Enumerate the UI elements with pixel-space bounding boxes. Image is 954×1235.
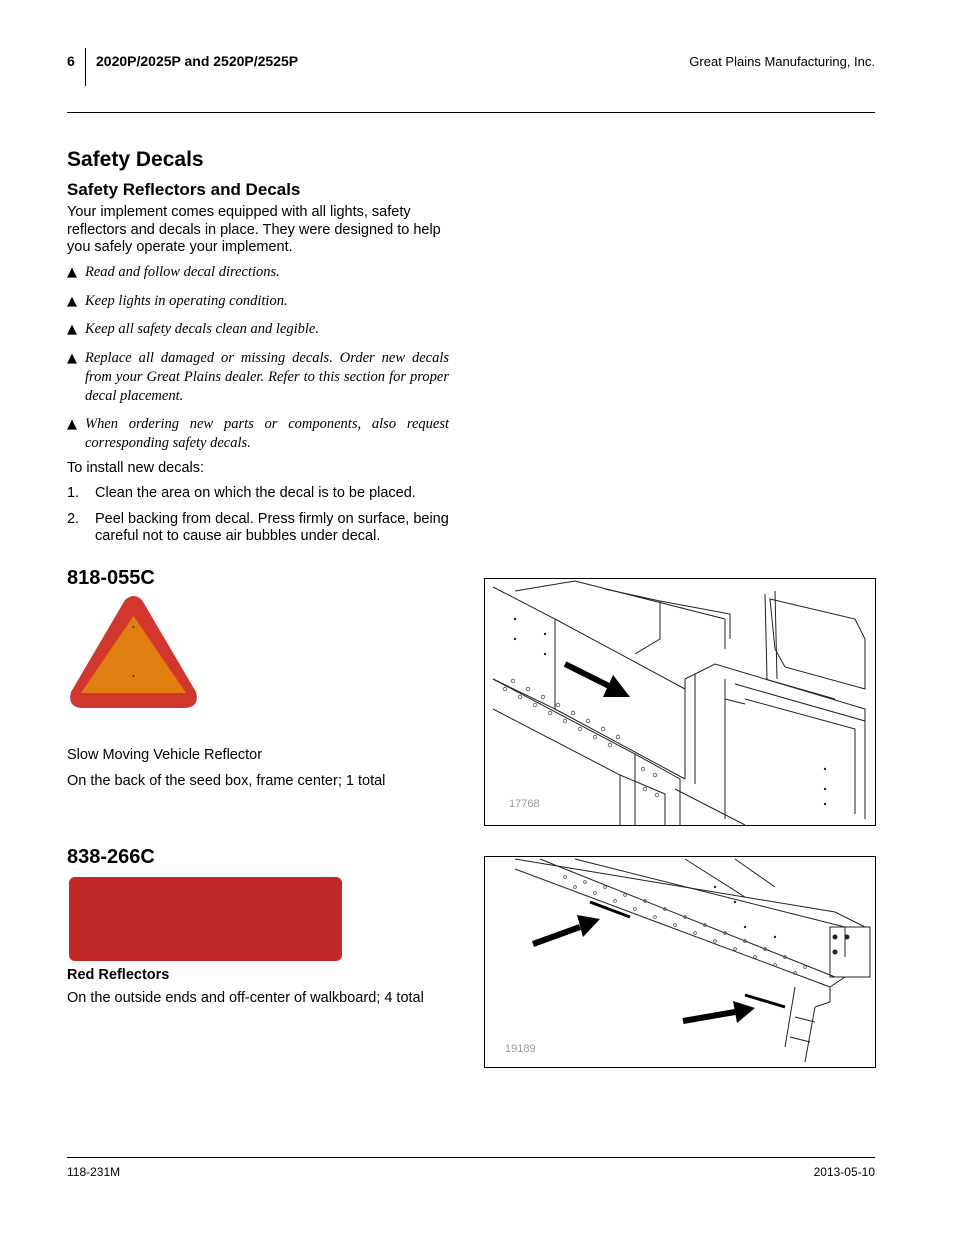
bullet-item: [67, 349, 449, 406]
bullet-text: When ordering new parts or components, also request corresponding safety decals.: [85, 416, 449, 451]
decal-part-number: 818-055C: [67, 567, 155, 589]
company-name: Great Plains Manufacturing, Inc.: [689, 54, 875, 69]
manual-title: 2020P/2025P and 2520P/2525P: [96, 53, 299, 69]
decal-name: Slow Moving Vehicle Reflector: [67, 747, 263, 763]
header-rule: [67, 112, 875, 113]
step-number: 2.: [67, 510, 80, 527]
warning-triangle-icon: ▲: [67, 350, 77, 366]
header-divider: [85, 48, 86, 86]
install-steps: [67, 485, 457, 554]
arrow-icon: [565, 664, 630, 697]
decal-part-number: 838-266C: [67, 846, 155, 868]
footer-rule: [67, 1157, 875, 1158]
step-text: Clean the area on which the decal is to be placed.: [95, 485, 416, 501]
red-reflector-swatch: [69, 877, 342, 961]
revision-date: 2013-05-10: [813, 1165, 875, 1179]
bullet-text: Replace all damaged or missing decals. Order new decals from your Great Plains dealer. Refer to this section for proper decal placement.: [85, 349, 449, 404]
walkboard-illustration: [485, 857, 875, 1067]
document-number: 118-231M: [67, 1165, 121, 1179]
step-text: Peel backing from decal. Press firmly on surface, being careful not to cause air bubbles under decal.: [95, 510, 449, 544]
bullet-text: Keep lights in operating condition.: [85, 292, 288, 309]
slow-moving-vehicle-emblem: [67, 596, 200, 710]
warning-triangle-icon: ▲: [67, 322, 77, 337]
walkboard-figure: [484, 856, 876, 1068]
section-subtitle: Safety Reflectors and Decals: [67, 180, 301, 199]
warning-triangle-icon: ▲: [67, 417, 77, 432]
safety-bullet-list: [67, 263, 449, 463]
bullet-item: [67, 292, 449, 311]
intro-paragraph: Your implement comes equipped with all lights, safety reflectors and decals in place. They were designed to help you safely operate your implement.: [67, 204, 441, 255]
bullet-text: Keep all safety decals clean and legible.: [85, 321, 319, 337]
page-number: 6: [67, 53, 75, 69]
step-item: [67, 511, 457, 546]
install-lead: To install new decals:: [67, 460, 205, 476]
decal-location: On the outside ends and off-center of walkboard; 4 total: [67, 990, 424, 1006]
bullet-item: [67, 320, 449, 339]
bullet-text: Read and follow decal directions.: [85, 264, 280, 280]
bullet-item: [67, 263, 449, 282]
warning-triangle-icon: ▲: [67, 265, 77, 280]
arrow-icon: [683, 1001, 755, 1023]
warning-triangle-icon: ▲: [67, 293, 77, 309]
seed-box-illustration: [485, 579, 875, 825]
step-number: 1.: [67, 485, 80, 501]
section-title: Safety Decals: [67, 148, 204, 171]
bullet-item: [67, 415, 449, 453]
arrow-icon: [533, 915, 600, 944]
figure-number: 17768: [509, 798, 540, 810]
decal-location: On the back of the seed box, frame center; 1 total: [67, 773, 386, 789]
decal-name: Red Reflectors: [67, 967, 170, 983]
figure-number: 19189: [505, 1043, 536, 1055]
step-item: [67, 485, 457, 503]
seed-box-figure: [484, 578, 876, 826]
